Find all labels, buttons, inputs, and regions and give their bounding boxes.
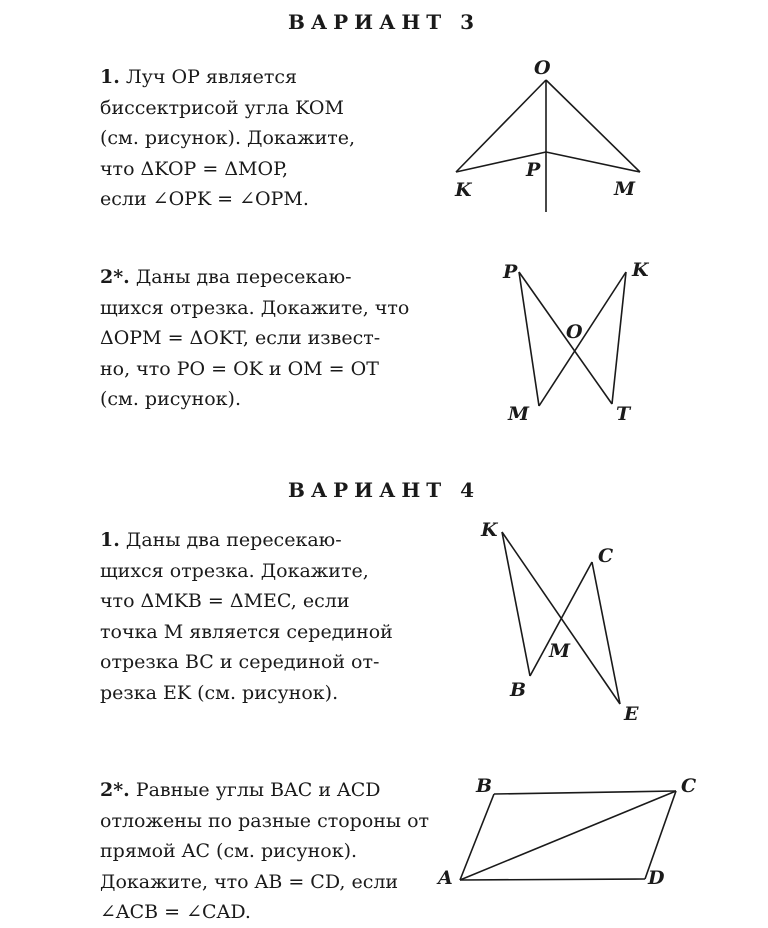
- problem-line: точка M является серединой: [100, 620, 393, 643]
- problem-line: резка EK (см. рисунок).: [100, 681, 339, 704]
- problem-line: что ΔKOP = ΔMOP,: [100, 157, 289, 180]
- label-M: M: [549, 640, 571, 662]
- segment-AB: [460, 794, 494, 880]
- segment-PM: [546, 152, 640, 172]
- label-K: K: [632, 259, 649, 281]
- problem-line: отложены по разные стороны от: [100, 809, 430, 832]
- problem-text: Равные углы BAC и ACD: [129, 779, 381, 801]
- label-T: T: [616, 403, 631, 425]
- problem-line: (см. рисунок). Докажите,: [100, 127, 356, 149]
- segment-CD: [645, 791, 676, 879]
- label-C: C: [681, 775, 697, 797]
- label-B: B: [476, 775, 493, 797]
- problem-number: 2*.: [100, 779, 130, 801]
- problem-line: что ΔMKB = ΔMEC, если: [100, 590, 350, 612]
- problem-line: (см. рисунок).: [100, 388, 241, 410]
- problem-text: Луч OP является: [119, 66, 298, 88]
- problem-line: щихся отрезка. Докажите,: [100, 559, 369, 582]
- label-A: A: [438, 867, 453, 889]
- figure-bisector: [456, 80, 640, 212]
- problem-line: биссектрисой угла KOM: [100, 96, 344, 119]
- problem-line: ∠ACB = ∠CAD.: [100, 901, 251, 923]
- label-B: B: [510, 679, 527, 701]
- segment-PM: [519, 272, 539, 406]
- label-D: D: [648, 867, 665, 889]
- problem-number: 2*.: [100, 266, 130, 288]
- segment-DA: [460, 879, 645, 880]
- diagonal-AC: [460, 791, 676, 880]
- label-M: M: [614, 178, 636, 200]
- problem-number: 1.: [100, 529, 120, 551]
- figure-parallelogram: [460, 791, 676, 880]
- label-O: O: [566, 321, 583, 343]
- problem-line: ΔOPM = ΔOKT, если извест-: [100, 327, 381, 349]
- problem-line: Докажите, что AB = CD, если: [100, 870, 399, 893]
- segment-KT: [612, 272, 626, 404]
- label-C: C: [598, 545, 614, 567]
- segment-BC: [494, 791, 676, 794]
- label-K: K: [455, 179, 472, 201]
- segment-OM: [546, 80, 640, 172]
- label-P: P: [526, 159, 541, 181]
- problem-line: щихся отрезка. Докажите, что: [100, 296, 410, 319]
- label-O: O: [534, 57, 551, 79]
- problem-line: но, что PO = OK и OM = OT: [100, 357, 379, 380]
- problem-line: если ∠OPK = ∠OPM.: [100, 188, 309, 210]
- label-P: P: [503, 261, 518, 283]
- problem-number: 1.: [100, 66, 120, 88]
- variant-3-heading: ВАРИАНТ 3: [287, 10, 481, 34]
- label-K: K: [481, 519, 498, 541]
- problem-text: Даны два пересекаю-: [119, 529, 342, 551]
- variant-4-heading: ВАРИАНТ 4: [287, 478, 481, 502]
- problem-line: отрезка BC и серединой от-: [100, 651, 380, 673]
- problem-line: прямой AC (см. рисунок).: [100, 840, 358, 862]
- label-M: M: [508, 403, 530, 425]
- problem-text: Даны два пересекаю-: [129, 266, 352, 288]
- label-E: E: [624, 703, 639, 725]
